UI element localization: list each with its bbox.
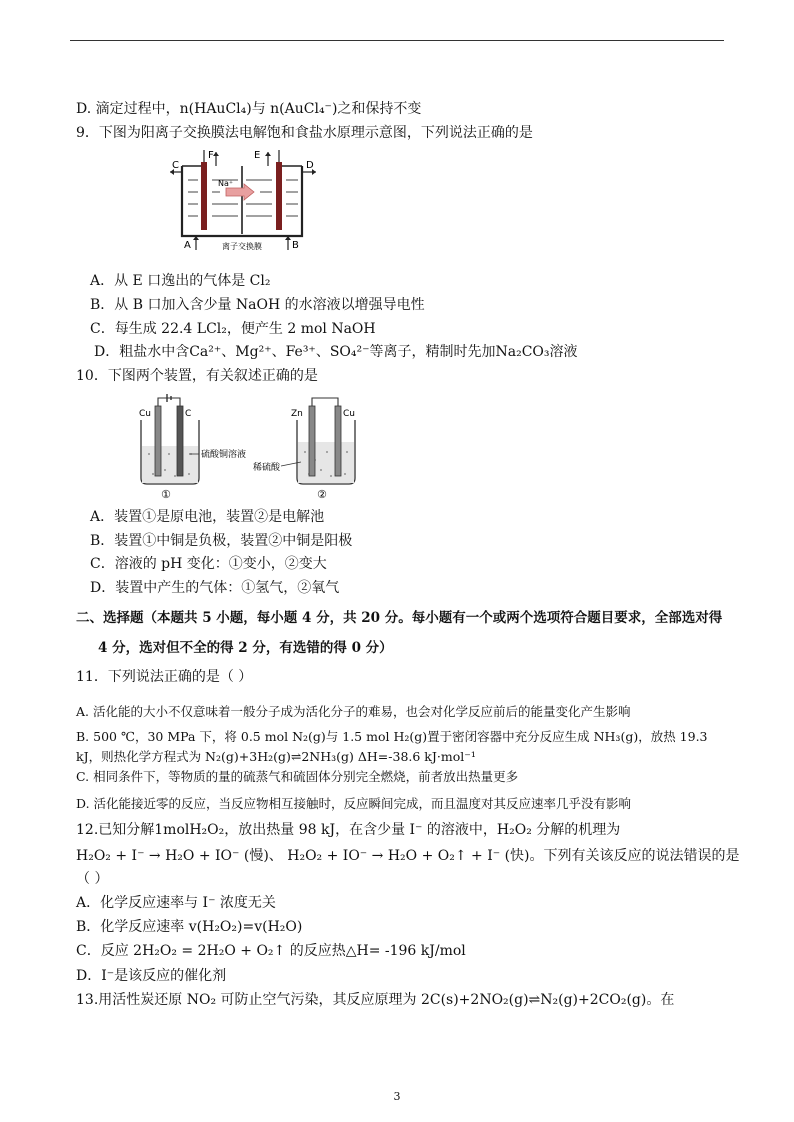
- q8-option-d: D. 滴定过程中，n(HAuCl₄)与 n(AuCl₄⁻)之和保持不变: [76, 101, 422, 117]
- cell2-left-electrode-label: Zn: [291, 409, 303, 419]
- q12-option-a: A．化学反应速率与 I⁻ 浓度无关: [76, 895, 276, 911]
- q11-stem: 11．下列说法正确的是（ ）: [76, 669, 253, 685]
- label-b: B: [292, 240, 299, 251]
- label-e: E: [254, 150, 261, 161]
- label-a: A: [184, 240, 191, 251]
- q12-option-b: B．化学反应速率 v(H₂O₂)=v(H₂O): [76, 919, 303, 935]
- q10-option-a: A．装置①是原电池，装置②是电解池: [90, 509, 325, 525]
- q11-option-a: A. 活化能的大小不仅意味着一般分子成为活化分子的难易，也会对化学反应前后的能量变化产生影响: [76, 704, 631, 719]
- cell1-left-electrode-label: Cu: [139, 409, 151, 419]
- section2-heading-line2: 4 分，选对但不全的得 2 分，有选错的得 0 分）: [98, 640, 393, 656]
- label-d: D: [306, 160, 314, 171]
- cell1-number: ①: [161, 488, 171, 501]
- q9-option-a: A．从 E 口逸出的气体是 Cl₂: [90, 273, 271, 289]
- page-number: 3: [393, 1090, 401, 1103]
- q10-option-b: B．装置①中铜是负极，装置②中铜是阳极: [90, 533, 353, 549]
- q11-option-b-line1: B. 500 ℃，30 MPa 下，将 0.5 mol N₂(g)与 1.5 mol H₂(g)置于密闭容器中充分反应生成 NH₃(g)，放热 19.3: [76, 729, 708, 744]
- cathode-electrode: [276, 162, 282, 230]
- q13-stem: 13.用活性炭还原 NO₂ 可防止空气污染，其反应原理为 2C(s)+2NO₂(g)⇌N₂(g)+2CO₂(g)。在: [76, 992, 675, 1008]
- q11-option-b-line2: kJ，则热化学方程式为 N₂(g)+3H₂(g)⇌2NH₃(g) ΔH=-38.6 kJ·mol⁻¹: [76, 749, 476, 764]
- q12-stem-line1: 12.已知分解1molH₂O₂，放出热量 98 kJ，在含少量 I⁻ 的溶液中，H₂O₂ 分解的机理为: [76, 822, 621, 838]
- q12-stem-line3: （ ）: [76, 871, 109, 887]
- label-na-ion: Na⁺: [218, 179, 234, 188]
- q11-option-d: D. 活化能接近零的反应，当反应物相互接触时，反应瞬间完成，而且温度对其反应速率几乎没有影响: [76, 796, 632, 811]
- q10-stem: 10．下图两个装置，有关叙述正确的是: [76, 368, 318, 384]
- cell2-solution-label: 稀硫酸: [253, 463, 281, 473]
- q9-option-d: D．粗盐水中含Ca²⁺、Mg²⁺、Fe³⁺、SO₄²⁻等离子，精制时先加Na₂CO₃溶液: [94, 344, 578, 360]
- cell1-right-electrode-label: C: [185, 409, 192, 419]
- q10-option-d: D．装置中产生的气体：①氢气，②氧气: [90, 580, 340, 596]
- label-f: F: [208, 150, 214, 161]
- q12-option-d: D．I⁻是该反应的催化剂: [76, 968, 227, 984]
- q12-stem-line2: H₂O₂ + I⁻ → H₂O + IO⁻ (慢)、 H₂O₂ + IO⁻ → H₂O + O₂↑ + I⁻ (快)。下列有关该反应的说法错误的是: [76, 848, 740, 864]
- q10-option-c: C．溶液的 pH 变化：①变小，②变大: [90, 556, 327, 572]
- label-membrane: 离子交换膜: [222, 242, 262, 251]
- q9-option-c: C．每生成 22.4 LCl₂，便产生 2 mol NaOH: [90, 321, 376, 337]
- cell-1: [139, 394, 246, 501]
- cell1-solution-label: 硫酸铜溶液: [201, 450, 247, 460]
- q10-cells-diagram: [135, 392, 375, 502]
- cell2-number: ②: [317, 488, 327, 501]
- header-rule: [70, 40, 724, 41]
- cell2-right-electrode-label: Cu: [343, 409, 355, 419]
- anode-electrode: [201, 162, 207, 230]
- label-c: C: [172, 160, 179, 171]
- q9-option-b: B．从 B 口加入含少量 NaOH 的水溶液以增强导电性: [90, 297, 425, 313]
- section2-heading-line1: 二、选择题（本题共 5 小题，每小题 4 分，共 20 分。每小题有一个或两个选项符合题目要求，全部选对得: [76, 610, 723, 626]
- cell-2: [253, 398, 355, 501]
- q12-option-c: C．反应 2H₂O₂ = 2H₂O + O₂↑ 的反应热△H= -196 kJ/mol: [76, 943, 466, 959]
- q9-stem: 9．下图为阳离子交换膜法电解饱和食盐水原理示意图，下列说法正确的是: [76, 125, 533, 141]
- q11-option-c: C. 相同条件下，等物质的量的硫蒸气和硫固体分别完全燃烧，前者放出热量更多: [76, 769, 519, 784]
- q9-electrolysis-diagram: [168, 148, 318, 254]
